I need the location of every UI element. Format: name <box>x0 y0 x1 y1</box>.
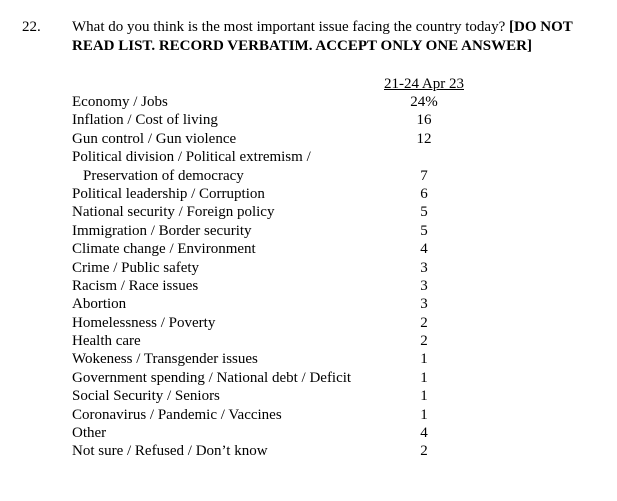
row-value: 5 <box>420 204 428 221</box>
table-row <box>72 130 492 148</box>
response-table <box>72 93 492 461</box>
interviewer-instruction: [DO NOT READ LIST. RECORD VERBATIM. ACCEPT ONLY ONE ANSWER] <box>72 19 573 54</box>
row-label: Coronavirus / Pandemic / Vaccines <box>72 406 282 423</box>
row-value: 2 <box>420 314 428 331</box>
row-label: Political division / Political extremism / <box>72 149 311 166</box>
row-value: 3 <box>420 259 428 276</box>
row-label: Racism / Race issues <box>72 277 199 294</box>
row-label: Abortion <box>72 296 127 313</box>
question-text: What do you think is the most important issue facing the country today? <box>72 19 506 35</box>
row-value: 12 <box>416 130 432 147</box>
row-label: Health care <box>72 333 141 350</box>
row-value: 5 <box>420 222 428 239</box>
row-value: 2 <box>420 443 428 460</box>
table-row <box>72 259 492 277</box>
table-row <box>72 369 492 387</box>
table-row <box>72 185 492 203</box>
row-value: 1 <box>420 406 428 423</box>
row-label: Crime / Public safety <box>72 259 200 276</box>
row-label: Government spending / National debt / Deficit <box>72 369 352 386</box>
row-label: Climate change / Environment <box>72 241 256 258</box>
table-row <box>72 387 492 405</box>
row-value: 1 <box>420 351 428 368</box>
row-label: Economy / Jobs <box>72 94 168 110</box>
row-label: Other <box>72 425 107 442</box>
table-row <box>72 203 492 221</box>
table-row <box>72 277 492 295</box>
table-row <box>72 148 492 166</box>
table-row <box>72 350 492 368</box>
row-value: 1 <box>420 388 428 405</box>
row-value: 3 <box>420 296 428 313</box>
question-text-block <box>72 18 612 56</box>
row-value: 1 <box>420 369 428 386</box>
row-label: Not sure / Refused / Don’t know <box>72 443 268 460</box>
table-row <box>72 111 492 129</box>
question-number: 22. <box>22 19 41 35</box>
row-label: Immigration / Border security <box>72 222 252 239</box>
table-row <box>72 424 492 442</box>
table-row <box>72 406 492 424</box>
table-row <box>72 93 492 111</box>
row-value: 7 <box>420 167 428 184</box>
row-value: 4 <box>420 241 428 258</box>
row-label: Homelessness / Poverty <box>72 314 216 331</box>
row-value: 24% <box>410 94 438 110</box>
table-row <box>72 295 492 313</box>
table-row <box>72 240 492 258</box>
row-label: Preservation of democracy <box>83 167 244 184</box>
table-row <box>72 442 492 460</box>
row-label: Social Security / Seniors <box>72 388 220 405</box>
row-label: Political leadership / Corruption <box>72 185 265 202</box>
row-value: 4 <box>420 425 428 442</box>
row-value: 16 <box>416 112 432 129</box>
row-value: 6 <box>420 185 428 202</box>
table-row <box>72 222 492 240</box>
row-label: National security / Foreign policy <box>72 204 275 221</box>
row-label: Gun control / Gun violence <box>72 130 237 147</box>
table-row <box>72 167 492 185</box>
row-value: 3 <box>420 277 428 294</box>
row-label: Inflation / Cost of living <box>72 112 218 129</box>
row-label: Wokeness / Transgender issues <box>72 351 258 368</box>
table-row <box>72 332 492 350</box>
column-header-date: 21-24 Apr 23 <box>384 76 464 92</box>
row-value: 2 <box>420 333 428 350</box>
table-row <box>72 314 492 332</box>
